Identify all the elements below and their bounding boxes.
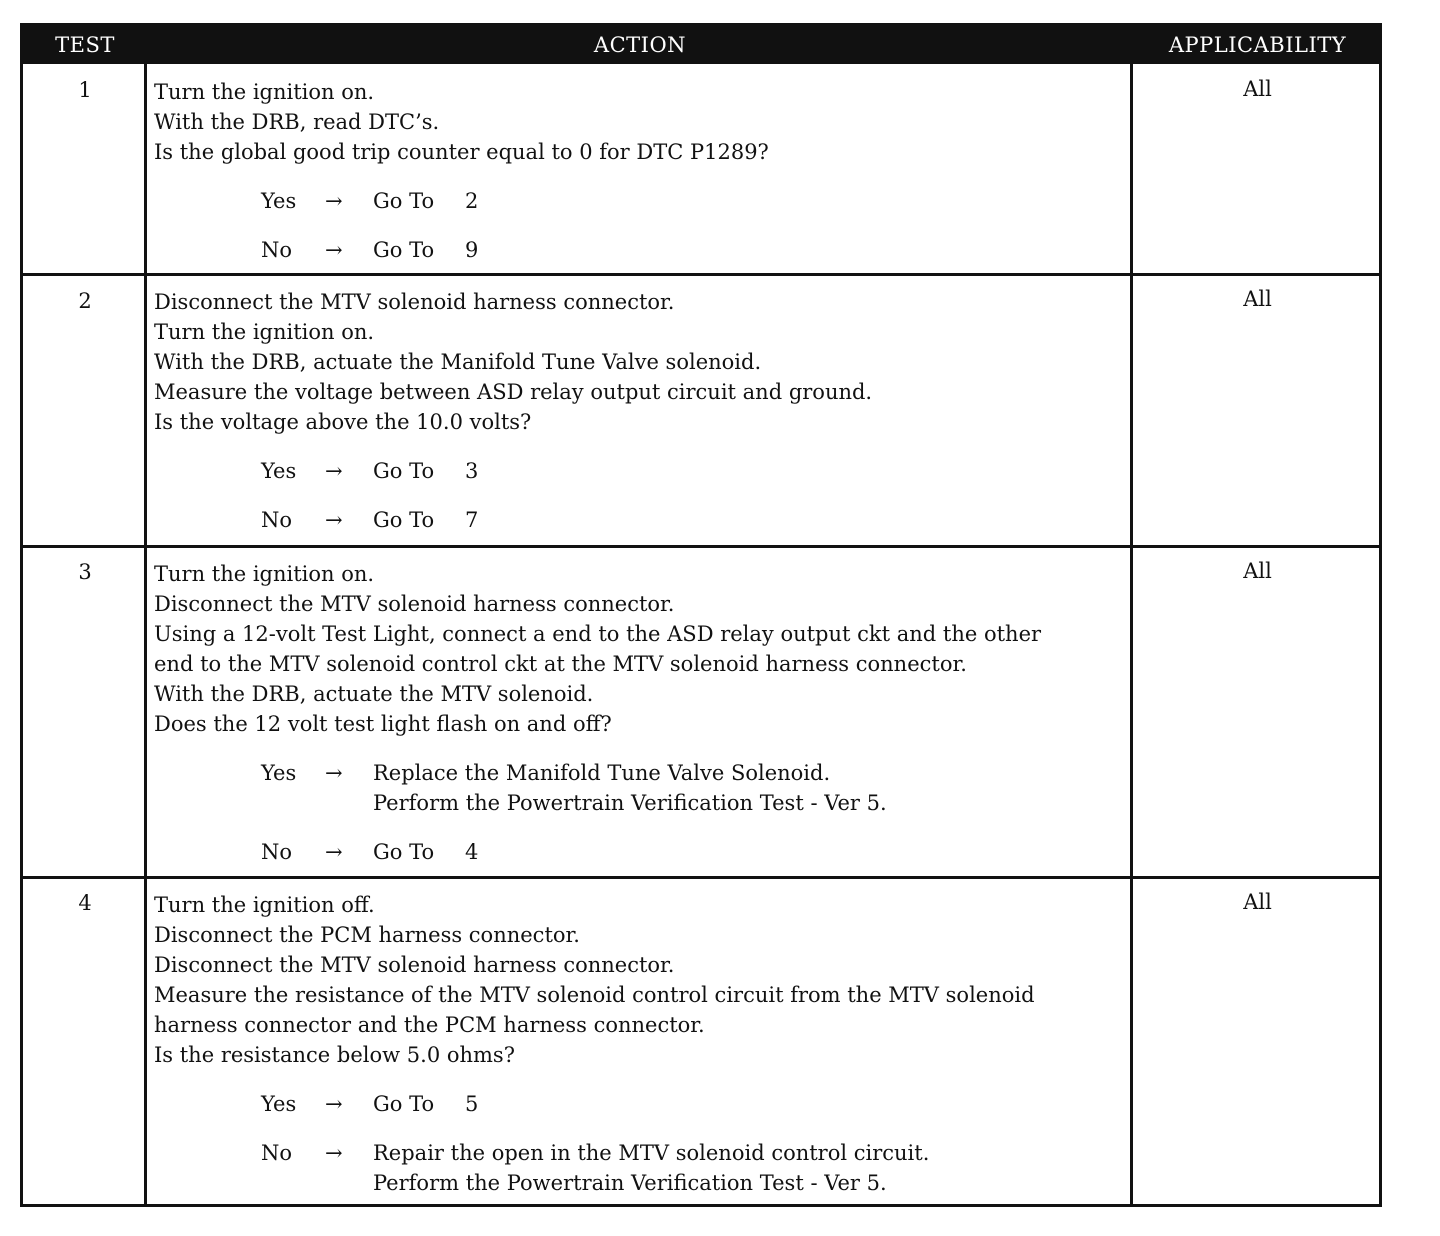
- branch-result: Repair the open in the MTV solenoid control circuit.: [373, 1141, 930, 1165]
- branch-result: Go To: [373, 840, 435, 864]
- branch-result: Perform the Powertrain Verification Test - Ver 5.: [373, 1171, 887, 1195]
- test-number: 2: [78, 289, 92, 313]
- branch-result: Go To: [373, 1092, 435, 1116]
- branch-result: Go To: [373, 459, 435, 483]
- applicability-cell: All: [1243, 77, 1272, 101]
- branch-label: Yes: [261, 761, 297, 785]
- step-line: end to the MTV solenoid control ckt at the MTV solenoid harness connector.: [154, 652, 967, 676]
- arrow-icon: →: [325, 761, 343, 785]
- branch-label: No: [261, 1141, 293, 1165]
- step-line: Turn the ignition off.: [154, 893, 375, 917]
- step-line: Disconnect the MTV solenoid harness connector.: [154, 592, 675, 616]
- header-action: ACTION: [593, 33, 687, 57]
- branch-result: Go To: [373, 508, 435, 532]
- action-cell: [154, 890, 1129, 1198]
- branch-label: Yes: [261, 459, 297, 483]
- step-line: Disconnect the MTV solenoid harness connector.: [154, 290, 675, 314]
- no-branch: [154, 235, 1129, 265]
- branch-target: 9: [465, 238, 479, 262]
- test-number: 1: [78, 78, 92, 102]
- step-line: With the DRB, read DTC’s.: [154, 110, 440, 134]
- step-line: With the DRB, actuate the Manifold Tune Valve solenoid.: [154, 350, 762, 374]
- branch-result: Replace the Manifold Tune Valve Solenoid.: [373, 761, 831, 785]
- branch-label: No: [261, 508, 293, 532]
- no-branch: [154, 1138, 1129, 1198]
- branch-target: 4: [465, 840, 479, 864]
- diagnostic-table: [20, 23, 1382, 1207]
- branch-label: No: [261, 840, 293, 864]
- step-line: Turn the ignition on.: [154, 320, 375, 344]
- branch-label: Yes: [261, 189, 297, 213]
- arrow-icon: →: [325, 508, 343, 532]
- table-row: [23, 64, 1379, 276]
- arrow-icon: →: [325, 459, 343, 483]
- step-line: Does the 12 volt test light flash on and off?: [154, 712, 612, 736]
- header-applicability: APPLICABILITY: [1168, 33, 1347, 57]
- step-line: Turn the ignition on.: [154, 80, 375, 104]
- arrow-icon: →: [325, 1141, 343, 1165]
- branch-result: Go To: [373, 189, 435, 213]
- header-test: TEST: [55, 33, 115, 57]
- step-line: Is the resistance below 5.0 ohms?: [154, 1043, 515, 1067]
- step-line: Measure the resistance of the MTV solenoid control circuit from the MTV solenoid: [154, 983, 1035, 1007]
- applicability-cell: All: [1243, 287, 1272, 311]
- action-cell: [154, 287, 1129, 535]
- arrow-icon: →: [325, 1092, 343, 1116]
- step-line: Is the global good trip counter equal to 0 for DTC P1289?: [154, 140, 769, 164]
- yes-branch: [154, 758, 1129, 818]
- step-line: With the DRB, actuate the MTV solenoid.: [154, 682, 594, 706]
- action-cell: [154, 77, 1129, 265]
- yes-branch: [154, 186, 1129, 216]
- arrow-icon: →: [325, 189, 343, 213]
- step-line: Disconnect the PCM harness connector.: [154, 923, 580, 947]
- step-line: Turn the ignition on.: [154, 562, 375, 586]
- table-row: [23, 273, 1379, 545]
- step-line: Disconnect the MTV solenoid harness connector.: [154, 953, 675, 977]
- applicability-cell: All: [1243, 559, 1272, 583]
- branch-result: Go To: [373, 238, 435, 262]
- action-cell: [154, 559, 1129, 867]
- test-number: 3: [78, 560, 92, 584]
- table-row: [23, 876, 1379, 1204]
- arrow-icon: →: [325, 840, 343, 864]
- branch-label: Yes: [261, 1092, 297, 1116]
- applicability-cell: All: [1243, 890, 1272, 914]
- branch-label: No: [261, 238, 293, 262]
- no-branch: [154, 505, 1129, 535]
- step-line: Is the voltage above the 10.0 volts?: [154, 410, 532, 434]
- table-header: [23, 26, 1379, 64]
- step-line: Using a 12-volt Test Light, connect a end to the ASD relay output ckt and the other: [154, 622, 1042, 646]
- step-line: Measure the voltage between ASD relay output circuit and ground.: [154, 380, 873, 404]
- yes-branch: [154, 1089, 1129, 1119]
- test-number: 4: [78, 891, 92, 915]
- branch-target: 3: [465, 459, 479, 483]
- arrow-icon: →: [325, 238, 343, 262]
- step-line: harness connector and the PCM harness connector.: [154, 1013, 705, 1037]
- no-branch: [154, 837, 1129, 867]
- branch-target: 2: [465, 189, 479, 213]
- table-row: [23, 545, 1379, 876]
- yes-branch: [154, 456, 1129, 486]
- branch-target: 7: [465, 508, 479, 532]
- branch-result: Perform the Powertrain Verification Test - Ver 5.: [373, 791, 887, 815]
- branch-target: 5: [465, 1092, 479, 1116]
